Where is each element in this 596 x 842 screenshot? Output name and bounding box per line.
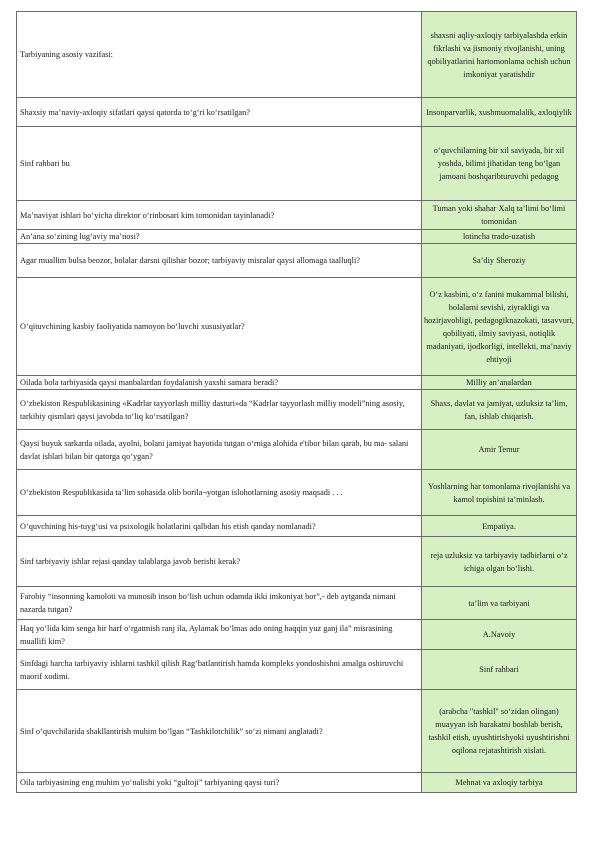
answer-cell: Sinf rahbari xyxy=(422,650,577,690)
answer-cell: Tuman yoki shahar Xalq ta’limi bo‘limi tomonidan xyxy=(422,201,577,230)
table-row xyxy=(17,516,577,537)
table-row xyxy=(17,127,577,201)
answer-cell: (arabcha "tashkil" so‘zidan olingan) muayyan ish harakatni boshlab berish, tashkil etish, uyushtirishyoki uyushtirishni oqilona rejatashtirish xislati. xyxy=(422,690,577,773)
question-cell: Farobiy “insonning kamoloti va munosib inson bo‘lish uchun odamda ikki imkoniyat bor”,- deb aytganda nimani nazarda tutgan? xyxy=(17,587,422,620)
question-cell: Haq yo‘lida kim senga bir harf o‘rgatmish ranj ila, Aylamak bo‘lmas ado oning haqqin yuz ganj ila” misrasining muallifi kim? xyxy=(17,620,422,650)
table-row xyxy=(17,650,577,690)
answer-cell: Shaxs, davlat va jamiyat, uzluksiz ta’lim, fan, ishlab chiqarish. xyxy=(422,390,577,430)
question-cell: O‘quvchining his-tuyg‘usi va psixologik holatlarini qalbdan his etish qanday nomlanadi? xyxy=(17,516,422,537)
answer-cell: Insonparvarlik, xushmuomalalik, axloqiylik xyxy=(422,98,577,127)
table-row xyxy=(17,376,577,390)
table-row xyxy=(17,278,577,376)
answer-cell: Sa’diy Sheroziy xyxy=(422,244,577,278)
qa-table xyxy=(16,11,577,793)
answer-cell: ta’lim va tarbiyani xyxy=(422,587,577,620)
question-cell: Tarbiyaning asosiy vazifasi: xyxy=(17,12,422,98)
answer-cell: reja uzluksiz va tarbiyaviy tadbirlarni o‘z ichiga olgan bo‘lishi. xyxy=(422,537,577,587)
answer-cell: o‘quvchilarning bir xil saviyada, bir xil yoshda, bilimi jihatidan teng bo‘lgan jamoani boshqaribturuvchi pedagog xyxy=(422,127,577,201)
table-row xyxy=(17,12,577,98)
table-row xyxy=(17,230,577,244)
table-row xyxy=(17,690,577,773)
question-cell: Ma’naviyat ishlari bo‘yicha direktor o‘rinbosari kim tomonidan tayinlanadi? xyxy=(17,201,422,230)
answer-cell: A.Navoiy xyxy=(422,620,577,650)
question-cell: Sinf o‘quvchilarida shakllantirish muhim bo‘lgan “Tashkilotchilik” so‘zi nimani anglatadi? xyxy=(17,690,422,773)
question-cell: O‘qituvchining kasbiy faoliyatida namoyon bo‘luvchi xususiyatlar? xyxy=(17,278,422,376)
table-row xyxy=(17,244,577,278)
table-row xyxy=(17,773,577,793)
table-row xyxy=(17,201,577,230)
qa-table-body xyxy=(17,12,577,793)
table-row xyxy=(17,537,577,587)
question-cell: Agar muallim bulsa beozor, bolalar darsni qilishar bozor; tarbiyaviy misralar qaysi allomaga taalluqli? xyxy=(17,244,422,278)
answer-cell: Yoshlarning har tomonlama rivojlanishi va kamol topishini ta’minlash. xyxy=(422,470,577,516)
answer-cell: Amir Temur xyxy=(422,430,577,470)
answer-cell: O‘z kasbini, o‘z fanini mukammal bilishi, bolalarni sevishi, ziyrakligi va hozirjavobligi, pedagogiknazokati, tasavvuri, qobiliyati, ilmiy saviyasi, notiqlik madaniyati, ijodkorligi, intellekti, ma’naviy ehtiyoji xyxy=(422,278,577,376)
table-row xyxy=(17,587,577,620)
question-cell: O‘zbekiston Respublikasining «Kadrlar tayyorlash milliy dasturi»da “Kadrlar tayyorlash milliy modeli”ning asosiy, tarkibiy qismlari qaysi javobda to‘liq ko‘rsatilgan? xyxy=(17,390,422,430)
answer-cell: Mehnat va axloqiy tarbiya xyxy=(422,773,577,793)
question-cell: Oila tarbiyasining eng muhim yo‘nalishi yoki “gultoji” tarbiyaning qaysi turi? xyxy=(17,773,422,793)
question-cell: Sinf tarbiyaviy ishlar rejasi qanday talablarga javob berishi kerak? xyxy=(17,537,422,587)
question-cell: Qaysi buyuk sarkarda oilada, ayolni, bolani jamiyat hayotida tutgan o‘rniga alohida e'tibor bilan qarab, bu ma- salani davlat ishlari bilan bir qatorga qo‘ygan? xyxy=(17,430,422,470)
table-row xyxy=(17,390,577,430)
question-cell: Shaxsiy ma’naviy-axloqiy sifatlari qaysi qatorda to‘g‘ri ko‘rsatilgan? xyxy=(17,98,422,127)
answer-cell: Milliy an’analardan xyxy=(422,376,577,390)
question-cell: Sinf rahbari bu xyxy=(17,127,422,201)
table-row xyxy=(17,98,577,127)
question-cell: O‘zbekiston Respublikasida ta’lim sohasida olib borila¬yotgan islohotlarning asosiy maqsadi . . . xyxy=(17,470,422,516)
table-row xyxy=(17,620,577,650)
question-cell: Sinfdagi barcha tarbiyaviy ishlarni tashkil qilish Rag‘batlantirish hamda kompleks yondoshishni amalga oshiruvchi maorif xodimi. xyxy=(17,650,422,690)
table-row xyxy=(17,430,577,470)
question-cell: Oilada bola tarbiyasida qaysi manbalardan foydalanish yaxshi samara beradi? xyxy=(17,376,422,390)
answer-cell: lotincha trado-uzatish xyxy=(422,230,577,244)
question-cell: An’ana so‘zining lug‘aviy ma’nosi? xyxy=(17,230,422,244)
answer-cell: shaxsni aqliy-axloqiy tarbiyalashda erkin fikrlashi va jismoniy rivojlanishi, uning qobiliyatlarini hartomonlama ochish uchun imkoniyat yaratishdir xyxy=(422,12,577,98)
table-row xyxy=(17,470,577,516)
answer-cell: Empatiya. xyxy=(422,516,577,537)
